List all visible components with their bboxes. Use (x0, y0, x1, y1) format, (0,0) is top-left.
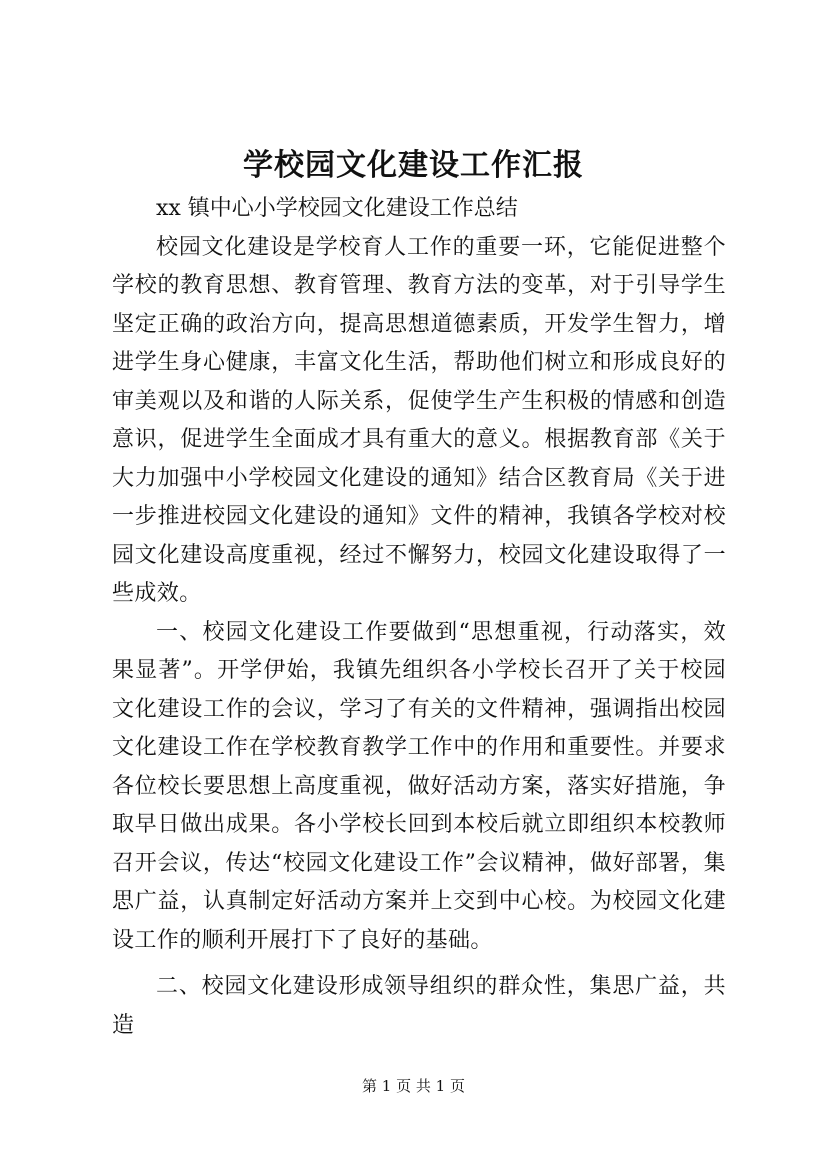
document-title: 学校园文化建设工作汇报 (243, 148, 584, 183)
paragraph-section-one: 一、校园文化建设工作要做到“思想重视，行动落实，效果显著”。开学伊始，我镇先组织各小学校长召开了关于校园文化建设工作的会议，学习了有关的文件精神，强调指出校园文化建设工作在学校教育教学工作中的作用和重要性。并要求各位校长要思想上高度重视，做好活动方案，落实好措施，争取早日做出成果。各小学校长回到本校后就立即组织本校教师召开会议，传达“校园文化建设工作”会议精神，做好部署，集思广益，认真制定好活动方案并上交到中心校。为校园文化建设工作的顺利开展打下了良好的基础。 (112, 619, 726, 953)
paragraph-section-two: 二、校园文化建设形成领导组织的群众性，集思广益，共造 (112, 974, 726, 1038)
paragraph-intro: 校园文化建设是学校育人工作的重要一环，它能促进整个学校的教育思想、教育管理、教育方法的变革，对于引导学生坚定正确的政治方向，提高思想道德素质，开发学生智力，增进学生身心健康，丰富文化生活，帮助他们树立和形成良好的审美观以及和谐的人际关系，促使学生产生积极的情感和创造意识，促进学生全面成才具有重大的意义。根据教育部《关于大力加强中小学校园文化建设的通知》结合区教育局《关于进一步推进校园文化建设的通知》文件的精神，我镇各学校对校园文化建设高度重视，经过不懈努力，校园文化建设取得了一些成效。 (112, 234, 726, 606)
page-footer: 第 1 页 共 1 页 (362, 1077, 465, 1095)
document-subtitle: xx 镇中心小学校园文化建设工作总结 (156, 196, 518, 221)
document-body (112, 190, 726, 1045)
